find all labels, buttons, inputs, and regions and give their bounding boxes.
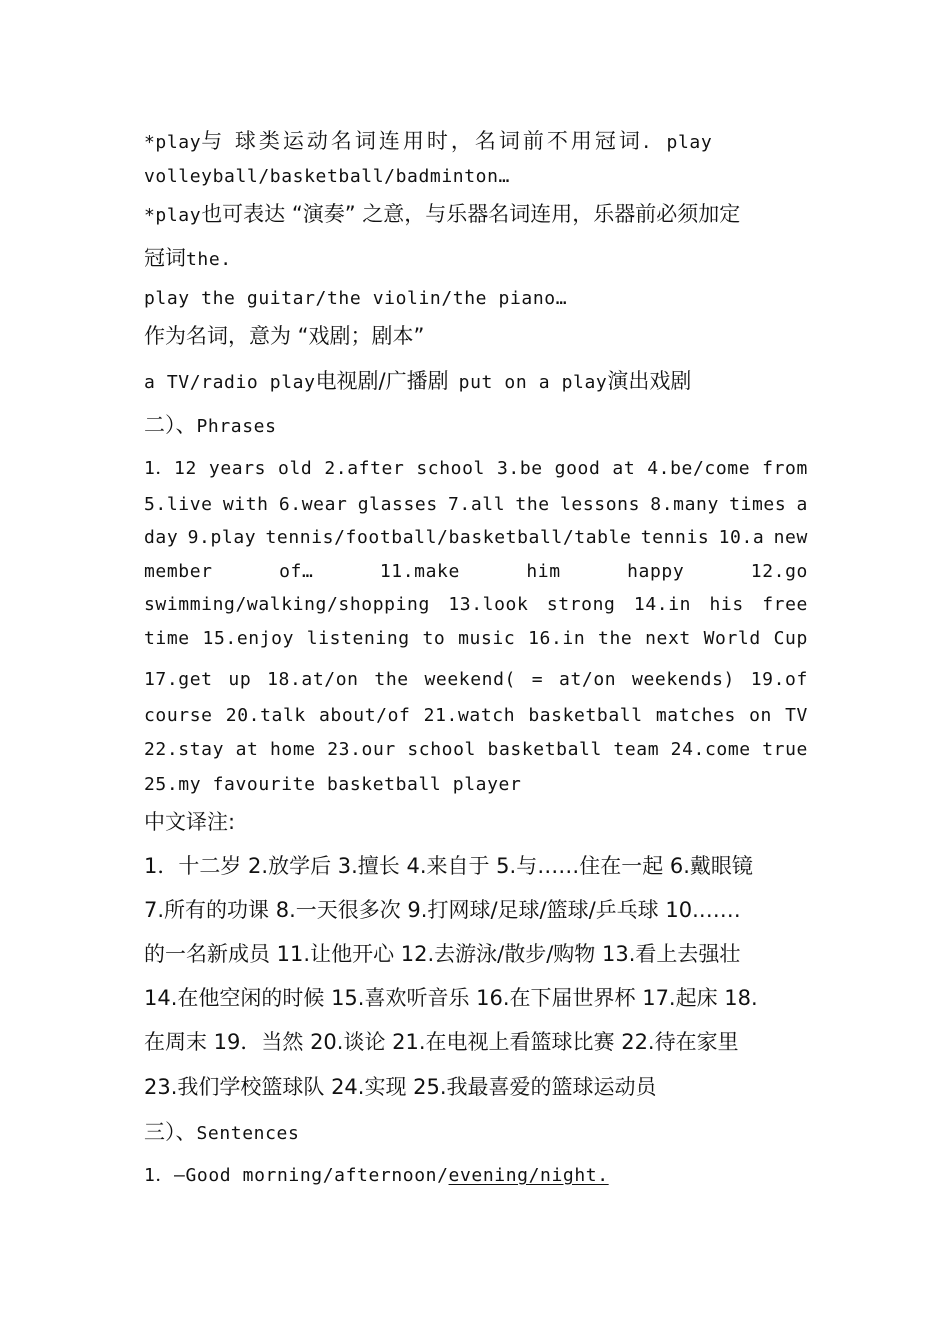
note-text: 与 球类运动名词连用时，名词前不用冠词. xyxy=(201,129,653,153)
phrase-word: Cup xyxy=(773,628,808,649)
phrase-word: to xyxy=(422,628,446,649)
phrase-word: old xyxy=(278,458,313,479)
phrase-word: 16.in xyxy=(528,628,586,649)
phrase-word: the xyxy=(515,494,550,515)
phrase-line xyxy=(144,529,808,547)
phrase-word: basketball xyxy=(528,705,643,726)
phrase-word: 5.live xyxy=(144,494,213,515)
phrase-word: 23.our xyxy=(327,739,396,760)
phrase-word: 22.stay xyxy=(144,739,225,760)
phrase-word: 3.be xyxy=(496,458,543,479)
phrase-word: music xyxy=(458,628,516,649)
phrase-word: 21.watch xyxy=(423,705,516,726)
note-text: 冠词 xyxy=(144,246,186,270)
phrase-word: years xyxy=(208,458,267,479)
phrase-word: 10.a xyxy=(718,527,765,548)
phrase-line xyxy=(144,496,808,514)
phrase-word: school xyxy=(416,458,485,479)
heading-text: Sentences xyxy=(196,1123,300,1144)
phrase-word: 14.in xyxy=(633,594,692,615)
phrase-word: member xyxy=(144,561,213,582)
phrase-word: listening xyxy=(306,628,410,649)
phrase-word: 15.enjoy xyxy=(202,628,295,649)
phrase-word: 17.get xyxy=(144,669,213,690)
phrase-word: of… xyxy=(279,561,314,582)
phrase-word: 19.of xyxy=(750,669,808,690)
phrase-word: him xyxy=(526,561,561,582)
phrase-word: the xyxy=(598,628,633,649)
phrase-word: matches xyxy=(655,705,736,726)
phrase-word: tennis xyxy=(640,527,710,548)
phrase-word: at/on xyxy=(559,669,617,690)
phrase-word: basketball xyxy=(487,739,602,760)
phrase-word: up xyxy=(228,669,252,690)
note-text: play xyxy=(666,132,713,153)
note-line-6: 作为名词，意为 “戏剧；剧本” xyxy=(144,324,425,348)
phrase-word: time xyxy=(144,628,190,649)
note-line-2: volleyball/basketball/badminton… xyxy=(144,166,510,187)
phrase-word: from xyxy=(762,458,808,479)
phrase-word: 2.after xyxy=(324,458,405,479)
phrase-word: 4.be/come xyxy=(647,458,751,479)
phrase-word: weekend( xyxy=(424,669,516,690)
translation-line: 的一名新成员 11.让他开心 12.去游泳/散步/购物 13.看上去强壮 xyxy=(144,942,741,966)
phrase-word: a xyxy=(796,494,808,515)
phrase-word: 12.go xyxy=(750,561,808,582)
phrase-word: home xyxy=(269,739,316,760)
phrase-word: free xyxy=(762,594,808,615)
phrase-word: true xyxy=(762,739,808,760)
translation-line: 1．十二岁 2.放学后 3.擅长 4.来自于 5.与……住在一起 6.戴眼镜 xyxy=(144,854,753,878)
note-line-5: play the guitar/the violin/the piano… xyxy=(144,288,568,309)
note-text: put on a play xyxy=(458,372,608,393)
phrase-word: 13.look xyxy=(448,594,529,615)
phrase-word: 1．12 xyxy=(144,458,197,479)
phrase-word: TV xyxy=(785,705,808,726)
note-text: 演出戏剧 xyxy=(607,369,692,393)
phrase-line xyxy=(144,596,808,614)
phrase-word: the xyxy=(374,669,409,690)
phrase-word: 20.talk xyxy=(225,705,306,726)
translation-heading: 中文译注: xyxy=(144,810,236,834)
note-text: 也可表达 “演奏” 之意，与乐器名词连用，乐器前必须加定 xyxy=(201,202,741,226)
heading-text: 二）、 xyxy=(144,413,197,437)
phrase-word: his xyxy=(709,594,744,615)
phrase-word: at xyxy=(235,739,259,760)
phrase-word: with xyxy=(222,494,269,515)
note-text: a TV/radio play xyxy=(144,372,316,393)
phrase-word: 11.make xyxy=(379,561,460,582)
phrase-line xyxy=(144,630,808,648)
phrase-word: = xyxy=(531,669,544,690)
phrase-word: on xyxy=(749,705,772,726)
sentences-heading xyxy=(144,1122,808,1143)
underlined-blank: evening/night. xyxy=(448,1165,609,1186)
phrase-word: course xyxy=(144,705,213,726)
phrase-word: 8.many xyxy=(650,494,719,515)
phrase-word: team xyxy=(613,739,660,760)
translation-line: 14.在他空闲的时候 15.喜欢听音乐 16.在下届世界杯 17.起床 18. xyxy=(144,986,758,1010)
phrase-word: 6.wear xyxy=(278,494,348,515)
heading-text: 三）、 xyxy=(144,1120,197,1144)
phrase-word: school xyxy=(407,739,476,760)
phrase-word: 24.come xyxy=(670,739,751,760)
note-line-3 xyxy=(144,204,808,225)
phrase-word: about/of xyxy=(319,705,411,726)
phrase-word: new xyxy=(773,527,808,548)
phrase-word: swimming/walking/shopping xyxy=(144,594,430,615)
phrase-word: good xyxy=(554,458,601,479)
note-line-7 xyxy=(144,371,808,392)
phrase-word: next xyxy=(645,628,691,649)
heading-text: Phrases xyxy=(196,416,277,437)
phrases-heading xyxy=(144,415,808,436)
phrase-word: World xyxy=(703,628,761,649)
translation-line: 在周末 19．当然 20.谈论 21.在电视上看篮球比赛 22.待在家里 xyxy=(144,1030,739,1054)
note-line-4 xyxy=(144,248,808,269)
phrase-word: strong xyxy=(546,594,616,615)
sentence-text: 1．—Good morning/afternoon/ xyxy=(144,1165,449,1186)
phrase-line xyxy=(144,707,808,725)
note-text: *play xyxy=(144,205,202,226)
sentence-line-1 xyxy=(144,1167,808,1185)
translation-line: 7.所有的功课 8.一天很多次 9.打网球/足球/篮球/乒乓球 10.…… xyxy=(144,898,741,922)
phrase-word: 9.play xyxy=(187,527,257,548)
phrase-line xyxy=(144,671,808,689)
phrase-line: 25.my favourite basketball player xyxy=(144,774,522,795)
phrase-word: at xyxy=(612,458,636,479)
note-text: 电视剧/广播剧 xyxy=(315,369,449,393)
note-line-1 xyxy=(144,131,808,152)
phrase-line xyxy=(144,741,808,759)
phrase-word: glasses xyxy=(357,494,438,515)
phrase-word: 18.at/on xyxy=(267,669,359,690)
phrase-word: times xyxy=(729,494,787,515)
phrase-word: 7.all xyxy=(448,494,506,515)
phrase-line xyxy=(144,563,808,581)
translation-line: 23.我们学校篮球队 24.实现 25.我最喜爱的篮球运动员 xyxy=(144,1075,657,1099)
phrase-word: weekends) xyxy=(632,669,735,690)
phrase-word: tennis/football/basketball/table xyxy=(265,527,632,548)
phrase-word: happy xyxy=(627,561,685,582)
note-text: the. xyxy=(186,249,232,270)
phrase-word: lessons xyxy=(559,494,641,515)
phrase-line xyxy=(144,460,808,478)
phrase-word: day xyxy=(144,527,179,548)
note-text: *play xyxy=(144,132,202,153)
